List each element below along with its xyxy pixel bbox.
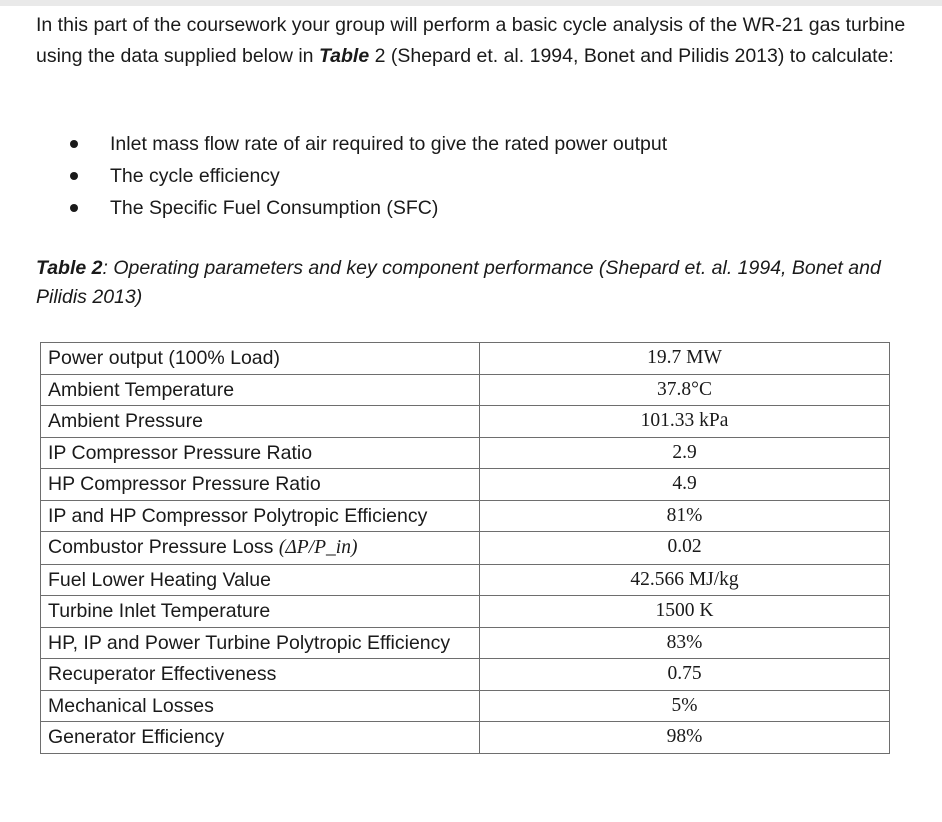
parameter-value: 0.75 (480, 659, 890, 691)
parameter-label: Turbine Inlet Temperature (41, 596, 480, 628)
pressure-loss-formula: (ΔP/P_in) (278, 537, 358, 558)
parameter-label: Mechanical Losses (41, 690, 480, 722)
parameter-value: 5% (480, 690, 890, 722)
table-row (41, 532, 890, 565)
parameter-value: 37.8°C (480, 374, 890, 406)
intro-table-ref: Table (318, 45, 370, 67)
parameter-value: 81% (480, 500, 890, 532)
table-row (41, 406, 890, 438)
parameter-label (41, 532, 480, 565)
bullet-text: The Specific Fuel Consumption (SFC) (110, 197, 439, 219)
bullet-item (0, 128, 667, 160)
parameter-label: IP Compressor Pressure Ratio (41, 437, 480, 469)
table-row (41, 500, 890, 532)
parameter-label: Power output (100% Load) (41, 343, 480, 375)
parameter-value: 19.7 MW (480, 343, 890, 375)
table-row (41, 627, 890, 659)
parameter-value: 98% (480, 722, 890, 754)
table-row (41, 343, 890, 375)
bullet-dot-icon (70, 140, 78, 148)
bullet-dot-icon (70, 172, 78, 180)
table-row (41, 564, 890, 596)
table-row (41, 596, 890, 628)
parameter-value: 0.02 (480, 532, 890, 565)
parameter-label: HP, IP and Power Turbine Polytropic Efficiency (41, 627, 480, 659)
table-row (41, 690, 890, 722)
parameter-label: Generator Efficiency (41, 722, 480, 754)
parameter-label-text: Combustor Pressure Loss (48, 536, 279, 558)
parameter-label: IP and HP Compressor Polytropic Efficiency (41, 500, 480, 532)
caption-label: Table 2 (36, 257, 103, 279)
parameter-value: 42.566 MJ/kg (480, 564, 890, 596)
operating-parameters-table (40, 342, 890, 754)
intro-text-start: In this part of the coursework your group will perform a basic cycle analysis of the WR-21 gas turbine using the data supplied below in (36, 14, 906, 67)
parameter-label: Ambient Pressure (41, 406, 480, 438)
table-row (41, 722, 890, 754)
parameter-value: 83% (480, 627, 890, 659)
table-row (41, 374, 890, 406)
task-bullet-list (0, 128, 667, 224)
table-caption (36, 254, 906, 312)
parameter-label: Fuel Lower Heating Value (41, 564, 480, 596)
parameter-label: HP Compressor Pressure Ratio (41, 469, 480, 501)
bullet-dot-icon (70, 204, 78, 212)
intro-text-end: 2 (Shepard et. al. 1994, Bonet and Pilidis 2013) to calculate: (369, 45, 894, 67)
table-row (41, 437, 890, 469)
bullet-text: Inlet mass flow rate of air required to give the rated power output (110, 133, 668, 155)
parameter-value: 101.33 kPa (480, 406, 890, 438)
bullet-item (0, 192, 667, 224)
parameter-value: 4.9 (480, 469, 890, 501)
parameter-label: Recuperator Effectiveness (41, 659, 480, 691)
parameter-label: Ambient Temperature (41, 374, 480, 406)
bullet-item (0, 160, 667, 192)
table-row (41, 659, 890, 691)
intro-paragraph (36, 10, 906, 72)
caption-text: : Operating parameters and key component performance (Shepard et. al. 1994, Bonet and Pilidis 2013) (36, 257, 881, 308)
table-row (41, 469, 890, 501)
page-top-rule (0, 0, 942, 6)
parameter-value: 1500 K (480, 596, 890, 628)
bullet-text: The cycle efficiency (110, 165, 280, 187)
parameter-value: 2.9 (480, 437, 890, 469)
